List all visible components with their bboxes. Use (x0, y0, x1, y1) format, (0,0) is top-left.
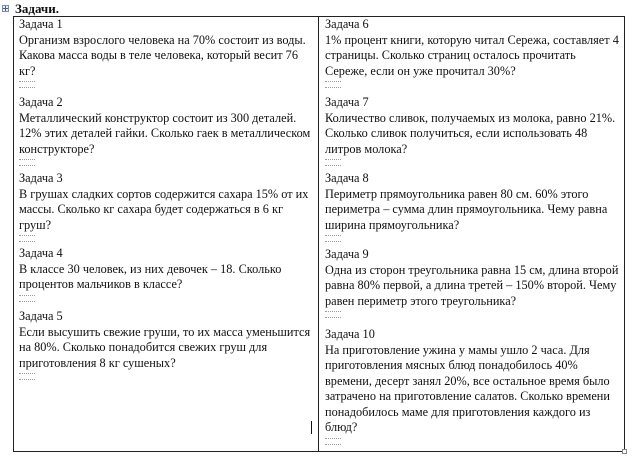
task-label: Задача 8 (325, 171, 369, 185)
task-cell (325, 327, 610, 445)
task-label: Задача 2 (19, 95, 63, 109)
task-text-line: понадобилось маме для приготовления каждого из (325, 404, 591, 419)
task-text-line: груш? (19, 217, 52, 232)
task-cell (19, 171, 308, 242)
task-text-line: страницы. Сколько страниц осталось прочитать (325, 48, 576, 62)
task-text-line: Одна из сторон треугольника равна 15 см, длина второй (325, 262, 619, 277)
task-label: Задача 6 (325, 17, 369, 31)
task-text-line: кг? (19, 63, 36, 78)
task-text-line: 12% этих деталей гайки. Сколько гаек в металлическом (19, 126, 311, 140)
table-resize-handle-icon[interactable] (622, 449, 627, 454)
task-text-line: равна 80% первой, а длина третей – 150% второй. Чему (325, 278, 617, 292)
field-code-marker (19, 235, 35, 242)
task-cell (325, 95, 615, 166)
task-cell (325, 171, 607, 242)
task-text-line: затрачено на приготовление салатов. Сколько времени (325, 389, 610, 403)
task-text-line: приготовления 8 кг сушеных? (19, 355, 176, 370)
field-code-marker (19, 373, 35, 380)
field-code-marker (325, 235, 341, 242)
task-label: Задача 9 (325, 247, 369, 261)
task-text-line: литров молока? (325, 141, 408, 156)
task-text-line: блюд? (325, 420, 358, 434)
task-cell (19, 95, 310, 166)
text-cursor (311, 421, 312, 434)
task-text-line: процентов мальчиков в классе? (19, 277, 183, 291)
task-text-line: Организм взрослого человека на 70% состоит из воды. (19, 32, 306, 47)
task-text-line: Периметр прямоугольника равен 80 см. 60% этого (325, 186, 589, 201)
task-text-line: На приготовление ужина у мамы ушло 2 часа. Для (325, 342, 590, 357)
task-label: Задача 3 (19, 171, 63, 185)
task-text-line: Металлический конструктор состоит из 300 деталей. (19, 110, 297, 125)
document-title: Задачи. (15, 1, 59, 16)
field-code-marker (325, 81, 341, 88)
task-text-line: ширина прямоугольника? (325, 217, 460, 232)
task-cell (19, 17, 306, 88)
field-code-marker (19, 81, 35, 88)
task-text-line: Если высушить свежие груши, то их масса уменьшится (19, 324, 311, 339)
field-code-marker (325, 159, 341, 166)
task-cell (19, 309, 310, 380)
field-code-marker (19, 159, 35, 166)
task-text-line: времени, десерт занял 20%, все остальное время было (325, 373, 610, 388)
task-text-line: Какова масса воды в теле человека, который весит 76 (19, 48, 298, 62)
task-label: Задача 10 (325, 327, 375, 341)
task-label: Задача 5 (19, 309, 63, 323)
task-text-line: конструкторе? (19, 141, 95, 156)
task-cell (19, 246, 281, 302)
field-code-marker (19, 295, 35, 302)
task-label: Задача 1 (19, 17, 63, 31)
task-text-line: В классе 30 человек, из них девочек – 18. Сколько (19, 261, 282, 276)
task-label: Задача 4 (19, 246, 63, 260)
task-text-line: Количество сливок, получаемых из молока, равно 21%. (325, 110, 616, 125)
task-text-line: массы. Сколько кг сахара будет содержаться в 6 кг (19, 202, 283, 216)
table-move-handle-icon[interactable] (2, 5, 9, 12)
task-text-line: на 80%. Сколько понадобится свежих груш для (19, 340, 268, 354)
task-text-line: равен периметр этого треугольника? (325, 293, 517, 308)
task-text-line: В грушах сладких сортов содержится сахара 15% от их (19, 186, 309, 201)
task-text-line: приготовления мясных блюд понадобилось 40% (325, 358, 578, 372)
task-label: Задача 7 (325, 95, 369, 109)
field-code-marker (325, 438, 341, 445)
column-divider (318, 17, 319, 451)
task-cell (325, 17, 619, 88)
task-text-line: Сереже, если он уже прочитал 30%? (325, 63, 516, 78)
task-cell (325, 247, 618, 318)
task-text-line: Сколько сливок получиться, если использовать 48 (325, 126, 588, 140)
task-text-line: 1% процент книги, которую читал Сережа, составляет 4 (325, 32, 619, 47)
field-code-marker (325, 311, 341, 318)
task-text-line: периметра – сумма длин прямоугольника. Чему равна (325, 202, 608, 216)
